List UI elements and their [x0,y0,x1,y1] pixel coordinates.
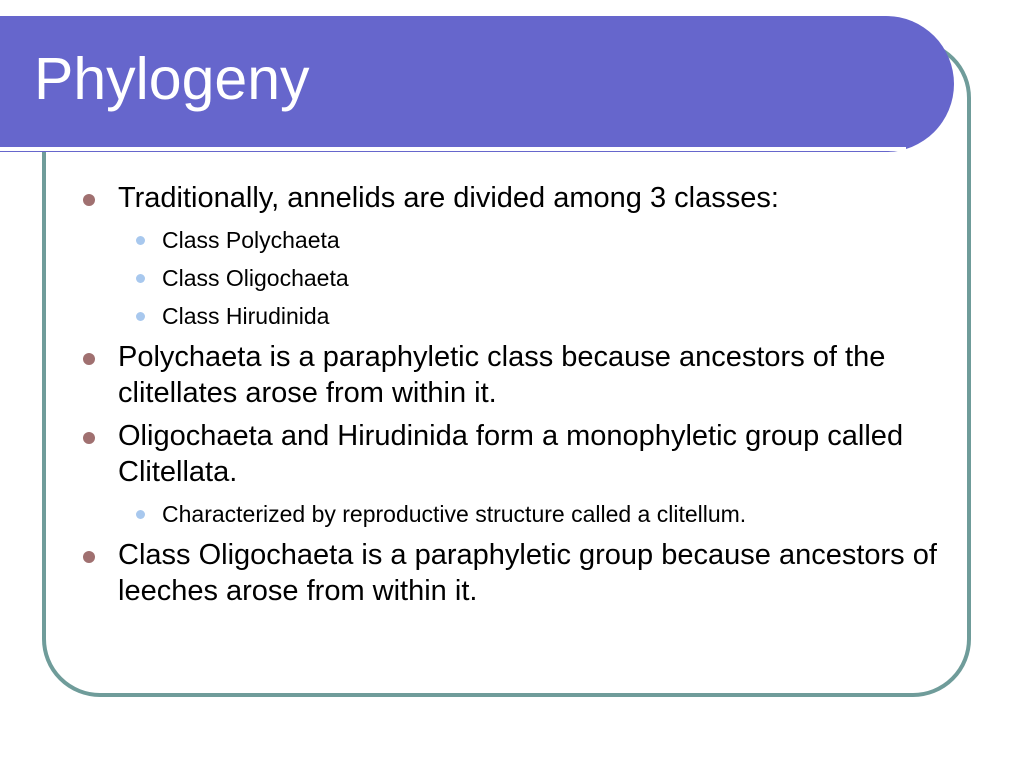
title-underline [0,147,906,151]
sub-bullet-oligochaeta: Class Oligochaeta [136,261,960,295]
sub-bullet-hirudinida: Class Hirudinida [136,299,960,333]
bullet-1: Traditionally, annelids are divided among 3 classes: [80,180,960,216]
bullet-3-subitems [80,497,960,531]
sub-bullet-clitellum: Characterized by reproductive structure called a clitellum. [136,497,960,531]
bullet-3: Oligochaeta and Hirudinida form a monophyletic group called Clitellata. [80,418,960,490]
sub-bullet-polychaeta: Class Polychaeta [136,223,960,257]
bullet-2: Polychaeta is a paraphyletic class because ancestors of the clitellates arose from within it. [80,339,960,411]
bullet-4: Class Oligochaeta is a paraphyletic group because ancestors of leeches arose from within it. [80,537,960,609]
slide-body [80,180,960,616]
slide-title: Phylogeny [34,46,310,112]
bullet-1-subitems [80,223,960,333]
